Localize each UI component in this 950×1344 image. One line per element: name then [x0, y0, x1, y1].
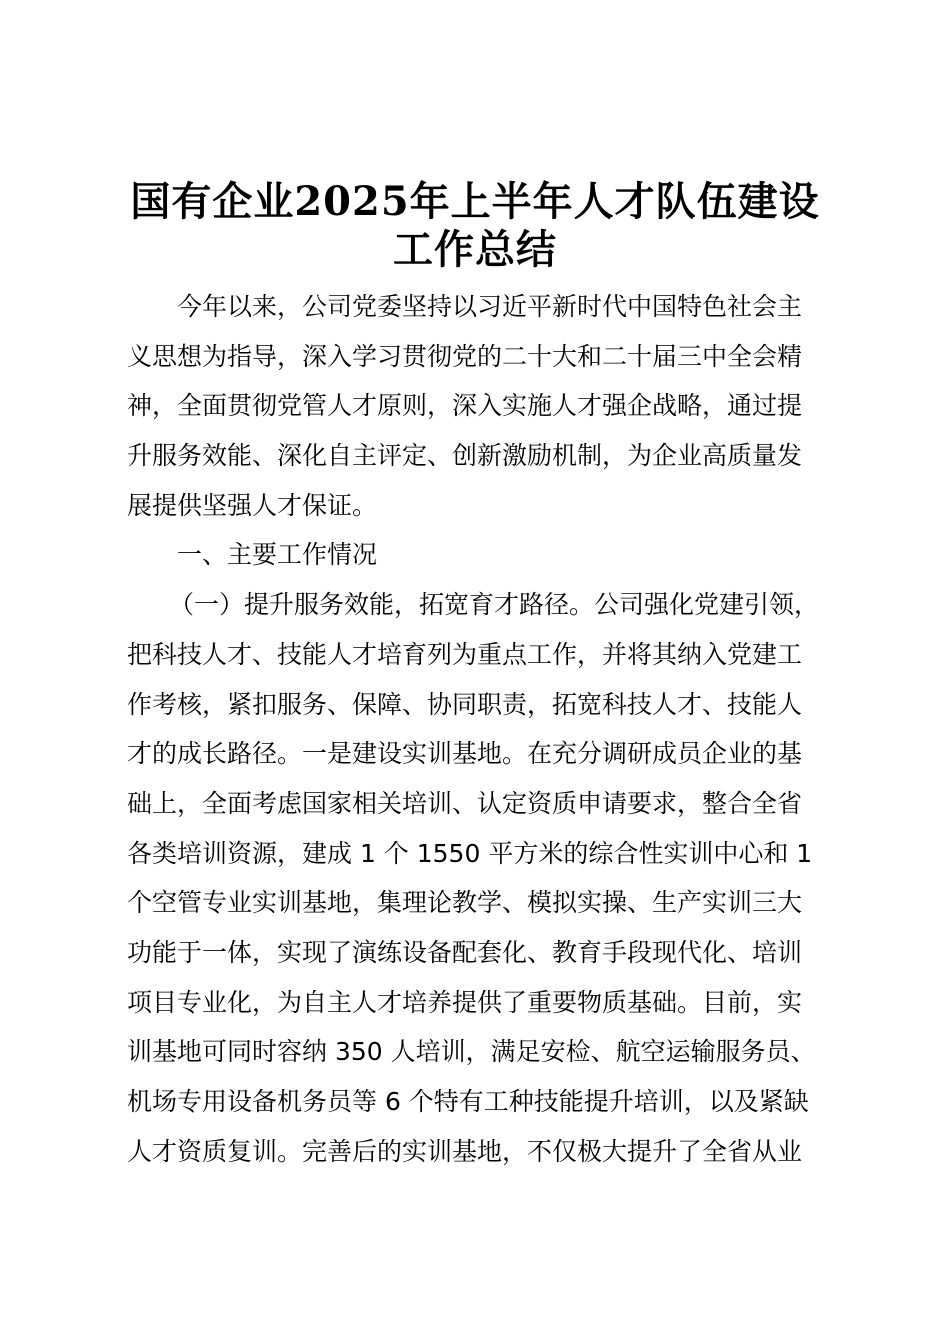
- paragraph-line: 今年以来，公司党委坚持以习近平新时代中国特色社会主: [177, 292, 803, 321]
- paragraph-line: 神，全面贯彻党管人才原则，深入实施人才强企战略，通过提: [127, 391, 803, 421]
- intro-paragraph: [127, 282, 839, 530]
- paragraph-line: 展提供坚强人才保证。: [127, 490, 378, 520]
- subsection-paragraph: [127, 580, 839, 1176]
- paragraph-line: 训基地可同时容纳 350 人培训，满足安检、航空运输服务员、: [127, 1037, 816, 1067]
- section-heading: [127, 530, 839, 580]
- paragraph-line: 项目专业化，为自主人才培养提供了重要物质基础。目前，实: [127, 987, 803, 1017]
- paragraph-line: 才的成长路径。一是建设实训基地。在充分调研成员企业的基: [127, 739, 803, 769]
- paragraph-line: 把科技人才、技能人才培育列为重点工作，并将其纳入党建工: [127, 639, 803, 669]
- paragraph-line: 各类培训资源，建成 1 个 1550 平方米的综合性实训中心和 1: [127, 838, 813, 868]
- paragraph-line: （一）提升服务效能，拓宽育才路径。公司强化党建引领，: [169, 590, 820, 620]
- paragraph-line: 义思想为指导，深入学习贯彻党的二十大和二十届三中全会精: [127, 341, 803, 371]
- paragraph-line: 功能于一体，实现了演练设备配套化、教育手段现代化、培训: [127, 937, 803, 967]
- paragraph-line: 机场专用设备机务员等 6 个特有工种技能提升培训，以及紧缺: [127, 1087, 809, 1116]
- title-line-2: 工作总结: [393, 226, 557, 273]
- title-line-1: 国有企业2025年上半年人才队伍建设: [130, 178, 820, 225]
- document-title: [100, 178, 850, 274]
- paragraph-line: 作考核，紧扣服务、保障、协同职责，拓宽科技人才、技能人: [127, 689, 803, 719]
- paragraph-line: 人才资质复训。完善后的实训基地，不仅极大提升了全省从业: [127, 1136, 803, 1166]
- paragraph-line: 升服务效能、深化自主评定、创新激励机制，为企业高质量发: [127, 441, 803, 471]
- document-body: [127, 282, 839, 1176]
- section-heading-text: 一、主要工作情况: [177, 540, 378, 570]
- paragraph-line: 个空管专业实训基地，集理论教学、模拟实操、生产实训三大: [127, 888, 803, 918]
- paragraph-line: 础上，全面考虑国家相关培训、认定资质申请要求，整合全省: [127, 788, 803, 818]
